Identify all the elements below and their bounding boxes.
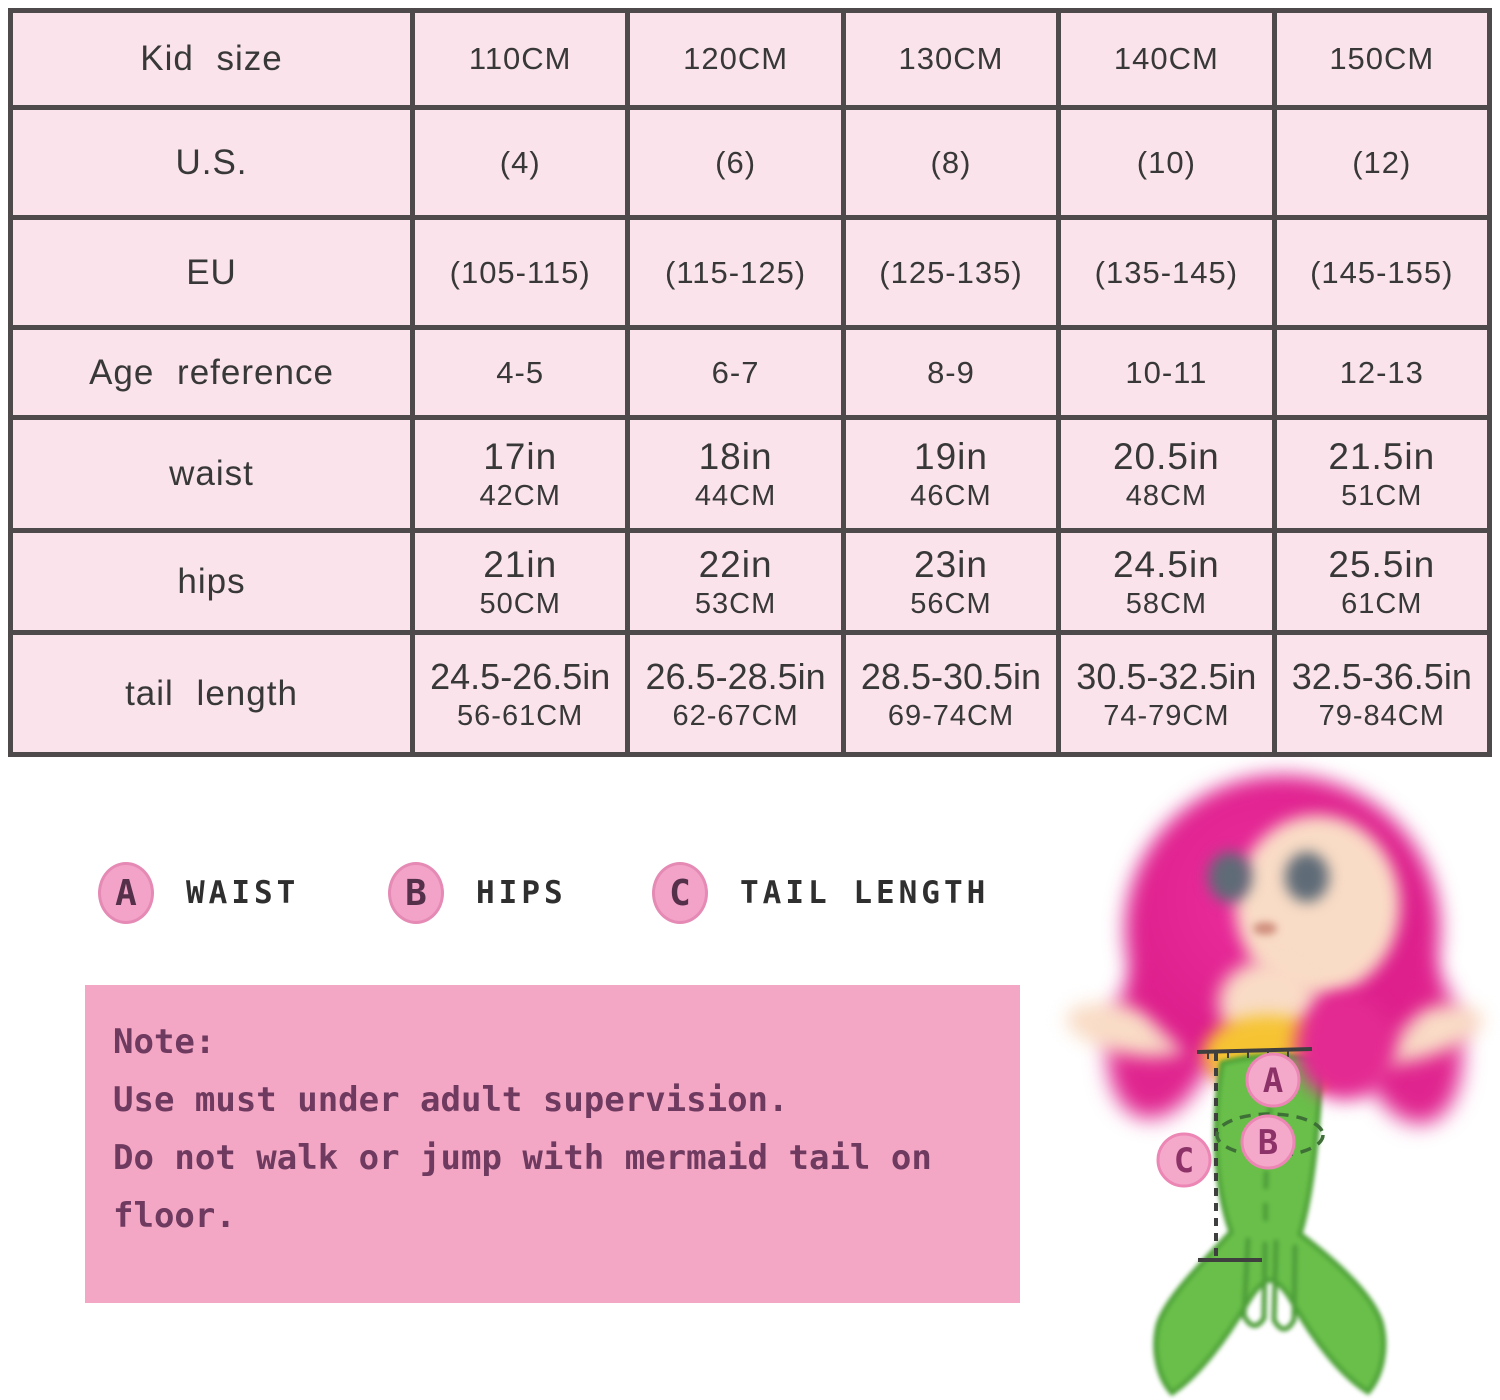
svg-text:B: B	[1257, 1123, 1279, 1163]
svg-text:C: C	[1173, 1141, 1195, 1181]
row-label: tail length	[11, 633, 413, 755]
table-cell: 18in 44CM	[628, 418, 843, 531]
table-cell: 12-13	[1274, 328, 1489, 418]
table-row	[11, 328, 1490, 418]
row-label: Age reference	[11, 328, 413, 418]
table-cell: 28.5-30.5in 69-74CM	[843, 633, 1058, 755]
table-cell: (4)	[413, 108, 628, 218]
table-cell: 4-5	[413, 328, 628, 418]
note-line-3: floor.	[113, 1196, 236, 1236]
table-cell: 19in 46CM	[843, 418, 1058, 531]
tail-length-marker	[1158, 1134, 1210, 1186]
table-cell: 120CM	[628, 11, 843, 108]
table-cell: (10)	[1059, 108, 1274, 218]
legend-item-hips	[388, 862, 567, 924]
table-cell: 30.5-32.5in 74-79CM	[1059, 633, 1274, 755]
table-cell: 6-7	[628, 328, 843, 418]
table-cell: 22in 53CM	[628, 531, 843, 633]
table-cell: 25.5in 61CM	[1274, 531, 1489, 633]
table-cell: 130CM	[843, 11, 1058, 108]
table-cell: 24.5in 58CM	[1059, 531, 1274, 633]
table-cell: 110CM	[413, 11, 628, 108]
note-line-1: Use must under adult supervision.	[113, 1080, 789, 1120]
hips-marker	[1242, 1116, 1294, 1168]
svg-text:A: A	[1262, 1061, 1284, 1101]
table-cell: 10-11	[1059, 328, 1274, 418]
table-row	[11, 418, 1490, 531]
row-label: U.S.	[11, 108, 413, 218]
table-cell: 17in 42CM	[413, 418, 628, 531]
table-cell: 24.5-26.5in 56-61CM	[413, 633, 628, 755]
size-table	[8, 8, 1492, 757]
row-label: waist	[11, 418, 413, 531]
table-cell: 23in 56CM	[843, 531, 1058, 633]
table-cell: (105-115)	[413, 218, 628, 328]
table-cell: (125-135)	[843, 218, 1058, 328]
table-cell: (6)	[628, 108, 843, 218]
legend-label-waist: WAIST	[186, 875, 300, 911]
table-row	[11, 531, 1490, 633]
note-line-2: Do not walk or jump with mermaid tail on	[113, 1138, 932, 1178]
legend-label-hips: HIPS	[476, 875, 567, 911]
table-cell: (115-125)	[628, 218, 843, 328]
legend-item-waist	[98, 862, 299, 924]
table-cell: 150CM	[1274, 11, 1489, 108]
tail-length-marker-badge: C	[652, 862, 708, 924]
table-row	[11, 633, 1490, 755]
note-box	[85, 985, 1020, 1303]
measurement-overlay	[1050, 760, 1500, 1400]
size-table-body	[11, 11, 1490, 755]
table-cell: (145-155)	[1274, 218, 1489, 328]
table-cell: 140CM	[1059, 11, 1274, 108]
legend-label-tail-length: TAIL LENGTH	[740, 875, 990, 911]
table-cell: 8-9	[843, 328, 1058, 418]
table-cell: 32.5-36.5in 79-84CM	[1274, 633, 1489, 755]
table-row	[11, 11, 1490, 108]
legend-item-tail-length	[652, 862, 989, 924]
row-label: Kid size	[11, 11, 413, 108]
table-row	[11, 108, 1490, 218]
waist-marker-badge: A	[98, 862, 154, 924]
row-label: hips	[11, 531, 413, 633]
table-cell: 20.5in 48CM	[1059, 418, 1274, 531]
note-title: Note:	[113, 1022, 216, 1062]
table-cell: 21.5in 51CM	[1274, 418, 1489, 531]
table-cell: 26.5-28.5in 62-67CM	[628, 633, 843, 755]
table-cell: 21in 50CM	[413, 531, 628, 633]
row-label: EU	[11, 218, 413, 328]
table-cell: (8)	[843, 108, 1058, 218]
table-row	[11, 218, 1490, 328]
measurement-legend	[0, 862, 1100, 934]
hips-marker-badge: B	[388, 862, 444, 924]
mermaid-figure	[1050, 760, 1500, 1400]
table-cell: (135-145)	[1059, 218, 1274, 328]
table-cell: (12)	[1274, 108, 1489, 218]
waist-marker	[1247, 1054, 1299, 1106]
